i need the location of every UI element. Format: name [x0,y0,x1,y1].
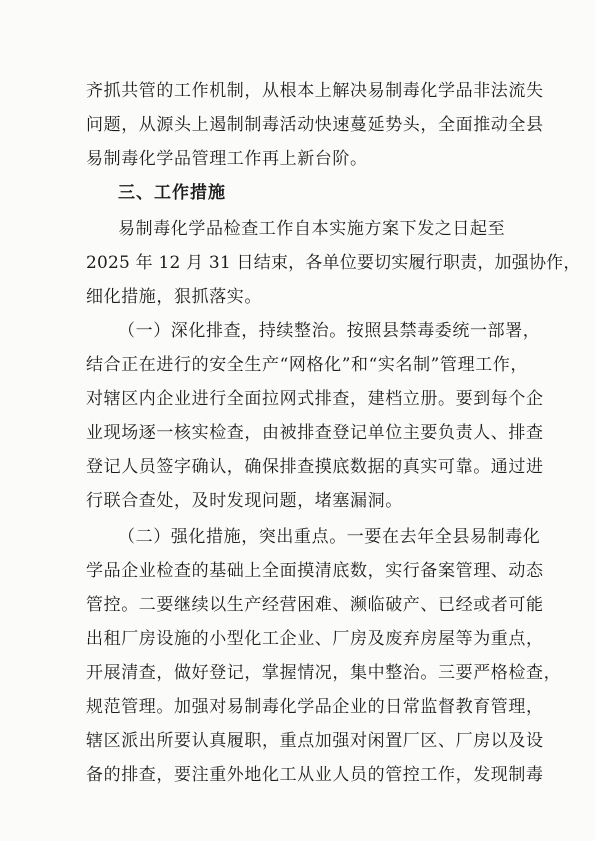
body-line: 细化措施，狠抓落实。 [86,287,262,307]
body-line: 对辖区内企业进行全面拉网式排查，建档立册。要到每个企 [86,389,544,409]
body-line: 备的排查，要注重外地化工从业人员的管控工作，发现制毒 [86,765,544,785]
body-line: 齐抓共管的工作机制，从根本上解决易制毒化学品非法流失 [86,81,544,101]
body-line: 登记人员签字确认，确保排查摸底数据的真实可靠。通过进 [86,457,544,477]
body-line: 2025 年 12 月 31 日结束，各单位要切实履行职责，加强协作， [86,253,581,273]
body-line: 规范管理。加强对易制毒化学品企业的日常监督教育管理， [86,697,544,717]
body-line: 易制毒化学品检查工作自本实施方案下发之日起至 [118,219,506,239]
section-heading: 三、工作措施 [118,183,226,203]
body-line: 行联合查处，及时发现问题，堵塞漏洞。 [86,491,403,511]
subsection-paragraph-start: （二）强化措施，突出重点。一要在去年全县易制毒化 [118,527,541,547]
body-line: 易制毒化学品管理工作再上新台阶。 [86,149,368,169]
subsection-paragraph-start: （一）深化排查，持续整治。按照县禁毒委统一部署， [118,321,541,341]
body-line: 问题，从源头上遏制制毒活动快速蔓延势头，全面推动全县 [86,115,544,135]
body-line: 出租厂房设施的小型化工企业、厂房及废弃房屋等为重点， [86,629,544,649]
body-line: 管控。二要继续以生产经营困难、濒临破产、已经或者可能 [86,595,544,615]
body-line: 辖区派出所要认真履职，重点加强对闲置厂区、厂房以及设 [86,731,544,751]
body-line: 结合正在进行的安全生产“网格化”和“实名制”管理工作， [86,355,528,375]
body-line: 学品企业检查的基础上全面摸清底数，实行备案管理、动态 [86,561,544,581]
body-line: 开展清查，做好登记，掌握情况，集中整治。三要严格检查， [86,663,562,683]
body-line: 业现场逐一核实检查，由被排查登记单位主要负责人、排查 [86,423,544,443]
